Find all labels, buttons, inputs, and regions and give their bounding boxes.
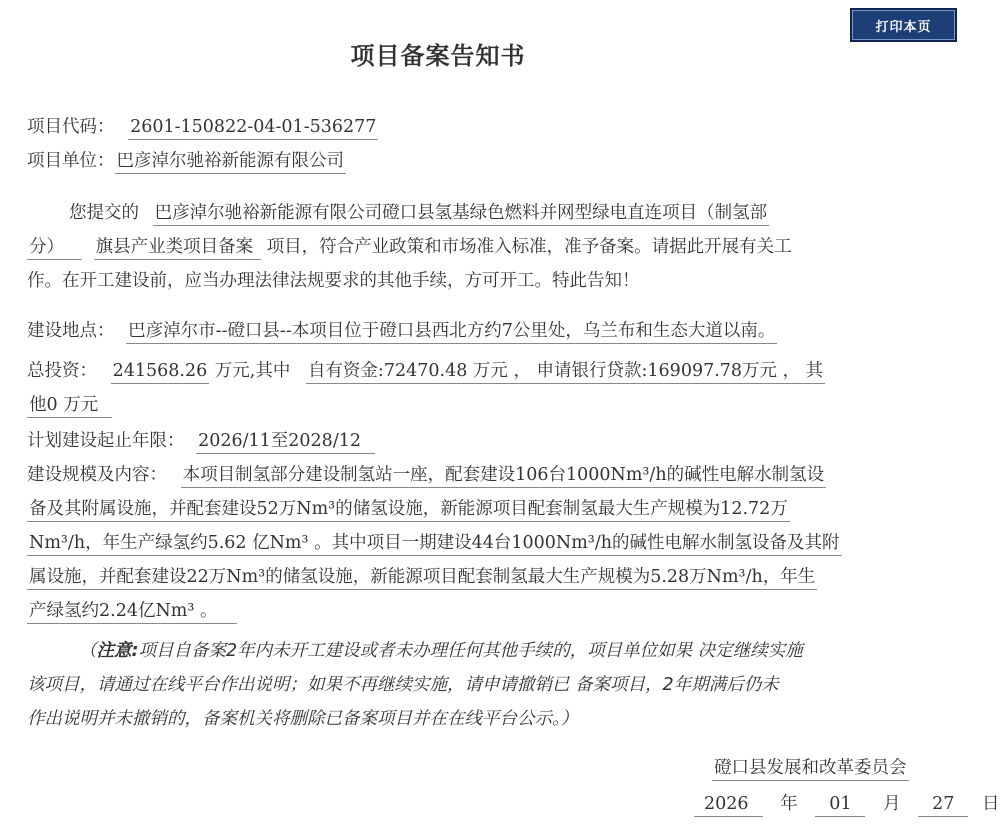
location-row xyxy=(27,314,777,348)
intro-rest: 项目，符合产业政策和市场准入标准，准予备案。请据此开展有关工 xyxy=(266,237,792,257)
notice-line-2: 该项目，请通过在线平台作出说明；如果不再继续实施，请申请撤销已 备案项目，2年期满后仍未 xyxy=(27,675,779,695)
project-code-label: 项目代码： xyxy=(27,117,115,137)
intro-line3: 作。在开工建设前，应当办理法律法规要求的其他手续，方可开工。特此告知！ xyxy=(27,271,640,291)
schedule-value: 2026/11至2028/12 xyxy=(196,431,375,454)
page-title: 项目备案告知书 xyxy=(350,41,526,70)
schedule-row xyxy=(27,424,375,458)
scale-block xyxy=(27,458,952,628)
scale-line-3: Nm³/h，年生产绿氢约5.62 亿Nm³ 。其中项目一期建设44台1000Nm³/h的碱性电解水制氢设备及其附 xyxy=(27,533,842,556)
scale-line-5: 产绿氢约2.24亿Nm³ 。 xyxy=(27,601,237,624)
intro-category: 旗县产业类项目备案 xyxy=(94,237,262,260)
investment-label: 总投资： xyxy=(27,361,97,381)
notice-line-1: 项目自备案2年内未开工建设或者未办理任何其他手续的，项目单位如果 决定继续实施 xyxy=(138,641,803,661)
issue-day: 27 xyxy=(918,794,968,817)
location-label: 建设地点： xyxy=(27,321,115,341)
notice-open: （ xyxy=(79,641,97,661)
notice-label: 注意: xyxy=(96,641,139,661)
intro-project-name-cont: 分） xyxy=(27,237,82,260)
investment-unit: 万元,其中 xyxy=(214,361,291,381)
schedule-label: 计划建设起止年限： xyxy=(27,431,185,451)
project-unit-label: 项目单位： xyxy=(27,151,115,171)
notice-block xyxy=(27,634,957,736)
intro-paragraph xyxy=(27,196,952,298)
investment-row xyxy=(27,354,825,388)
investment-total: 241568.26 xyxy=(111,361,210,384)
print-page-button[interactable]: 打印本页 xyxy=(850,8,957,42)
location-value: 巴彦淖尔市--磴口县--本项目位于磴口县西北方约7公里处，乌兰布和生态大道以南。 xyxy=(126,321,777,344)
project-code-value: 2601-150822-04-01-536277 xyxy=(128,117,378,140)
day-label: 日 xyxy=(982,794,1000,814)
issuing-authority xyxy=(712,754,909,779)
scale-line-4: 属设施，并配套建设22万Nm³的储氢设施，新能源项目配套制氢最大生产规模为5.28万Nm³/h，年生 xyxy=(27,567,817,590)
issue-date xyxy=(694,790,1008,815)
project-unit-row xyxy=(27,144,346,178)
month-label: 月 xyxy=(883,794,901,814)
scale-label: 建设规模及内容： xyxy=(27,465,167,485)
project-code-row xyxy=(27,110,378,144)
issue-year: 2026 xyxy=(694,794,763,817)
issuing-authority-name: 磴口县发展和改革委员会 xyxy=(712,758,909,781)
intro-lead: 您提交的 xyxy=(69,203,139,223)
investment-own-funds: 自有资金:72470.48 万元 ， 申请银行贷款:169097.78万元 ， 其 xyxy=(306,361,825,384)
investment-other: 他0 万元 xyxy=(27,395,112,418)
scale-line-1: 本项目制氢部分建设制氢站一座，配套建设106台1000Nm³/h的碱性电解水制氢设 xyxy=(181,465,827,488)
issue-month: 01 xyxy=(815,794,865,817)
intro-project-name: 巴彦淖尔驰裕新能源有限公司磴口县氢基绿色燃料并网型绿电直连项目（制氢部 xyxy=(153,203,770,226)
scale-line-2: 备及其附属设施，并配套建设52万Nm³的储氢设施，新能源项目配套制氢最大生产规模为12.72万 xyxy=(27,499,790,522)
project-unit-value: 巴彦淖尔驰裕新能源有限公司 xyxy=(115,151,347,174)
investment-other-row xyxy=(27,388,112,422)
year-label: 年 xyxy=(780,794,798,814)
notice-line-3: 作出说明并未撤销的，备案机关将删除已备案项目并在在线平台公示。） xyxy=(27,709,579,729)
